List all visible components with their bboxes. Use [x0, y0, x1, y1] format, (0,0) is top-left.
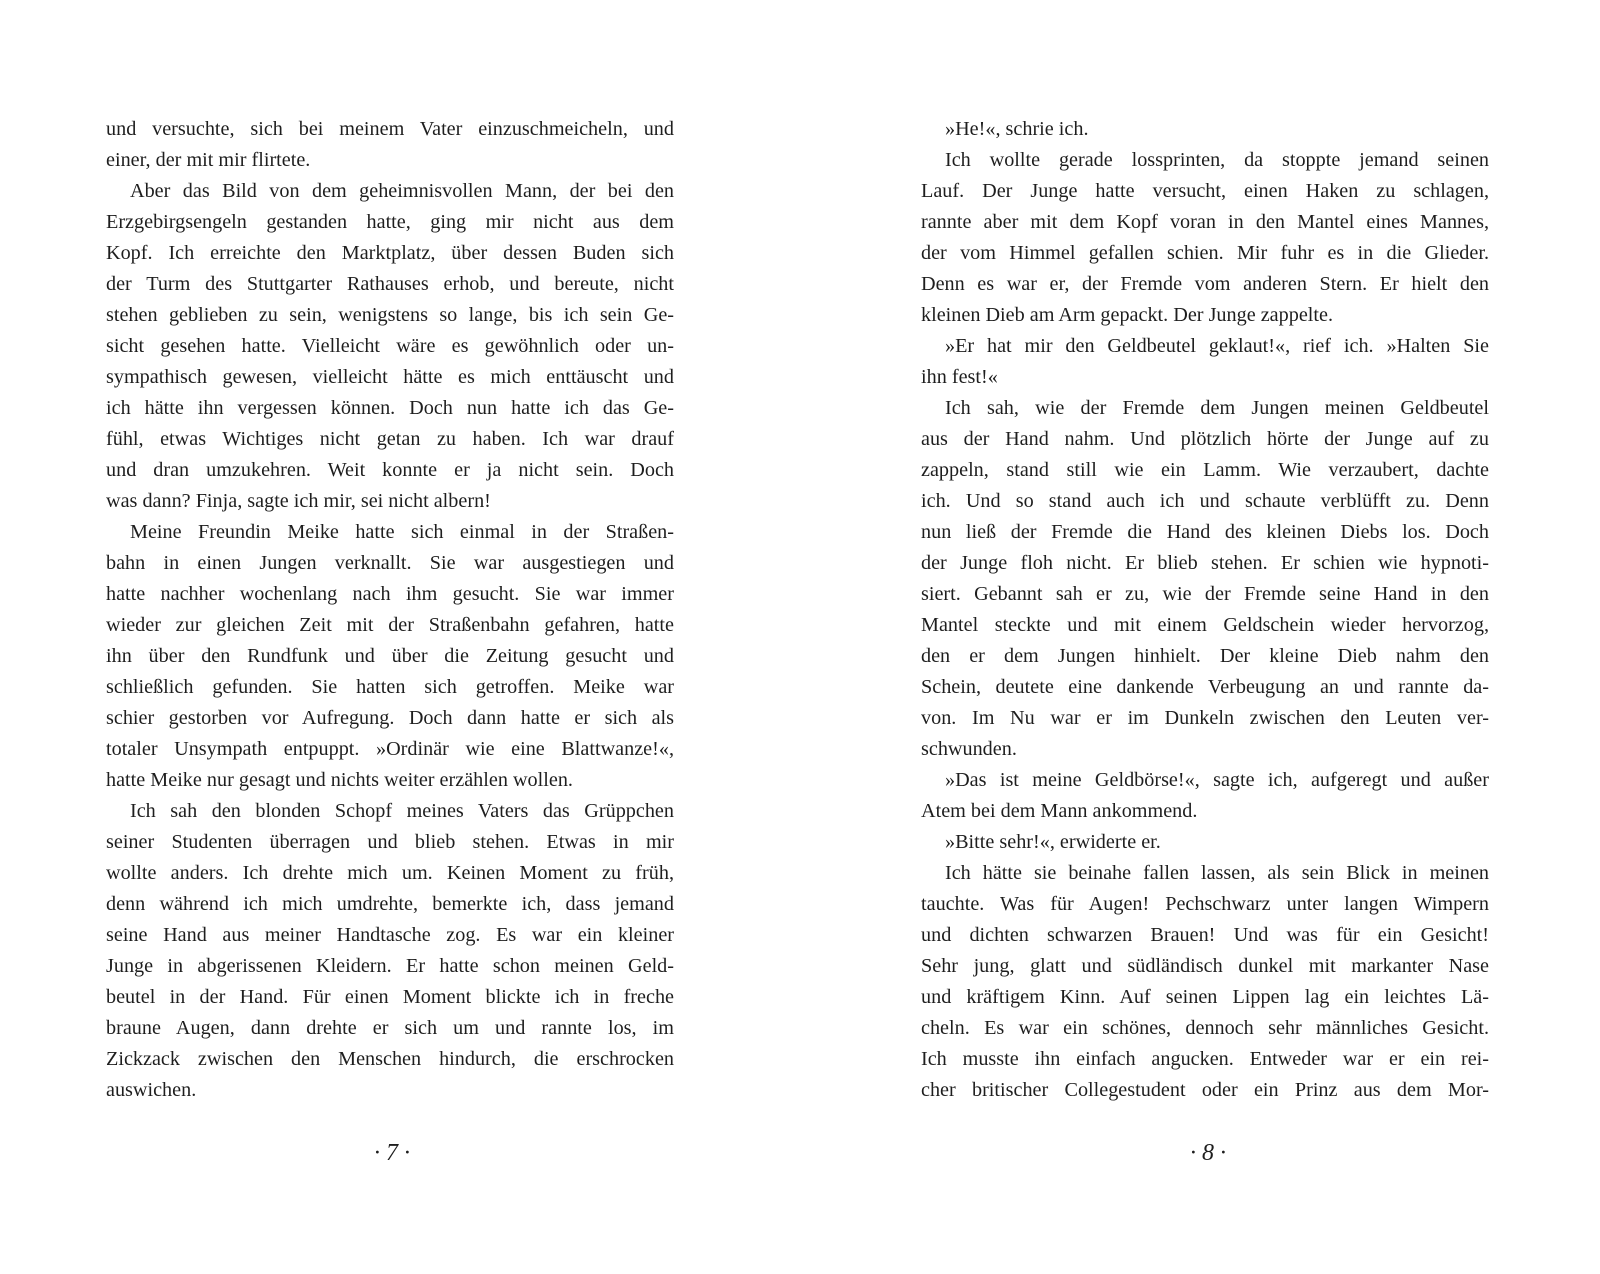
text-line: ich. Und so stand auch ich und schaute verblüfft zu. Denn: [921, 490, 1489, 512]
text-line: totaler Unsympath entpuppt. »Ordinär wie eine Blattwanze!«,: [106, 738, 674, 760]
text-line: Lauf. Der Junge hatte versucht, einen Haken zu schlagen,: [921, 180, 1489, 202]
text-line: »Das ist meine Geldbörse!«, sagte ich, aufgeregt und außer: [945, 769, 1489, 791]
right-page-number: · 8 ·: [1190, 1140, 1226, 1166]
text-line: von. Im Nu war er im Dunkeln zwischen den Leuten ver-: [921, 707, 1489, 729]
text-line: Zickzack zwischen den Menschen hindurch, die erschrocken: [106, 1048, 674, 1070]
text-line: stehen geblieben zu sein, wenigstens so lange, bis ich sein Ge-: [106, 304, 674, 326]
text-line: und versuchte, sich bei meinem Vater einzuschmeicheln, und: [106, 118, 674, 140]
text-line: Ich sah den blonden Schopf meines Vaters das Grüppchen: [130, 800, 674, 822]
text-line: bahn in einen Jungen verknallt. Sie war ausgestiegen und: [106, 552, 674, 574]
text-line: Meine Freundin Meike hatte sich einmal in der Straßen-: [130, 521, 674, 543]
text-line: ihn über den Rundfunk und über die Zeitung gesucht und: [106, 645, 674, 667]
text-line: und dran umzukehren. Weit konnte er ja nicht sein. Doch: [106, 459, 674, 481]
text-line: schließlich gefunden. Sie hatten sich getroffen. Meike war: [106, 676, 674, 698]
text-line: beutel in der Hand. Für einen Moment blickte ich in freche: [106, 986, 674, 1008]
text-line: der Junge floh nicht. Er blieb stehen. Er schien wie hypnoti-: [921, 552, 1489, 574]
text-line: seine Hand aus meiner Handtasche zog. Es war ein kleiner: [106, 924, 674, 946]
text-line: denn während ich mich umdrehte, bemerkte ich, dass jemand: [106, 893, 674, 915]
text-line: Denn es war er, der Fremde vom anderen Stern. Er hielt den: [921, 273, 1489, 295]
text-line: was dann? Finja, sagte ich mir, sei nicht albern!: [106, 490, 491, 512]
text-line: seiner Studenten überragen und blieb stehen. Etwas in mir: [106, 831, 674, 853]
text-line: aus der Hand nahm. Und plötzlich hörte der Junge auf zu: [921, 428, 1489, 450]
text-line: rannte aber mit dem Kopf voran in den Mantel eines Mannes,: [921, 211, 1489, 233]
text-line: Ich musste ihn einfach angucken. Entweder war er ein rei-: [921, 1048, 1489, 1070]
text-line: wieder zur gleichen Zeit mit der Straßenbahn gefahren, hatte: [106, 614, 674, 636]
text-line: ihn fest!«: [921, 366, 998, 388]
text-line: cheln. Es war ein schönes, dennoch sehr männliches Gesicht.: [921, 1017, 1489, 1039]
text-line: Mantel steckte und mit einem Geldschein wieder hervorzog,: [921, 614, 1489, 636]
text-line: wollte anders. Ich drehte mich um. Keinen Moment zu früh,: [106, 862, 674, 884]
text-line: »He!«, schrie ich.: [945, 118, 1089, 140]
text-line: nun ließ der Fremde die Hand des kleinen Diebs los. Doch: [921, 521, 1489, 543]
text-line: Ich wollte gerade lossprinten, da stoppte jemand seinen: [945, 149, 1489, 171]
right-page-text: [921, 114, 1489, 1106]
text-line: Erzgebirgsengeln gestanden hatte, ging mir nicht aus dem: [106, 211, 674, 233]
text-line: kleinen Dieb am Arm gepackt. Der Junge zappelte.: [921, 304, 1334, 326]
text-line: fühl, etwas Wichtiges nicht getan zu haben. Ich war drauf: [106, 428, 674, 450]
text-line: zappeln, stand still wie ein Lamm. Wie verzaubert, dachte: [921, 459, 1489, 481]
text-line: auswichen.: [106, 1079, 197, 1101]
text-line: Kopf. Ich erreichte den Marktplatz, über dessen Buden sich: [106, 242, 674, 264]
text-line: sympathisch gewesen, vielleicht hätte es mich enttäuscht und: [106, 366, 674, 388]
text-line: den er dem Jungen hinhielt. Der kleine Dieb nahm den: [921, 645, 1489, 667]
text-line: der Turm des Stuttgarter Rathauses erhob, und bereute, nicht: [106, 273, 674, 295]
text-line: »Er hat mir den Geldbeutel geklaut!«, rief ich. »Halten Sie: [945, 335, 1489, 357]
text-line: tauchte. Was für Augen! Pechschwarz unter langen Wimpern: [921, 893, 1489, 915]
text-line: Junge in abgerissenen Kleidern. Er hatte schon meinen Geld-: [106, 955, 674, 977]
text-line: braune Augen, dann drehte er sich um und rannte los, im: [106, 1017, 674, 1039]
text-line: und kräftigem Kinn. Auf seinen Lippen lag ein leichtes Lä-: [921, 986, 1489, 1008]
text-line: schier gestorben vor Aufregung. Doch dann hatte er sich als: [106, 707, 674, 729]
text-line: der vom Himmel gefallen schien. Mir fuhr es in die Glieder.: [921, 242, 1489, 264]
text-line: schwunden.: [921, 738, 1017, 760]
text-line: Schein, deutete eine dankende Verbeugung an und rannte da-: [921, 676, 1489, 698]
text-line: siert. Gebannt sah er zu, wie der Fremde seine Hand in den: [921, 583, 1489, 605]
text-line: hatte nachher wochenlang nach ihm gesucht. Sie war immer: [106, 583, 674, 605]
left-page-text: [106, 114, 674, 1106]
text-line: sicht gesehen hatte. Vielleicht wäre es gewöhnlich oder un-: [106, 335, 674, 357]
text-line: und dichten schwarzen Brauen! Und was für ein Gesicht!: [921, 924, 1489, 946]
text-line: »Bitte sehr!«, erwiderte er.: [945, 831, 1161, 853]
text-line: Ich sah, wie der Fremde dem Jungen meinen Geldbeutel: [945, 397, 1489, 419]
text-line: einer, der mit mir flirtete.: [106, 149, 311, 171]
text-line: Ich hätte sie beinahe fallen lassen, als sein Blick in meinen: [945, 862, 1489, 884]
text-line: hatte Meike nur gesagt und nichts weiter erzählen wollen.: [106, 769, 573, 791]
left-page-number: · 7 ·: [374, 1140, 410, 1166]
text-line: Aber das Bild von dem geheimnisvollen Mann, der bei den: [130, 180, 674, 202]
text-line: ich hätte ihn vergessen können. Doch nun hatte ich das Ge-: [106, 397, 674, 419]
text-line: Sehr jung, glatt und südländisch dunkel mit markanter Nase: [921, 955, 1489, 977]
text-line: cher britischer Collegestudent oder ein Prinz aus dem Mor-: [921, 1079, 1489, 1101]
text-line: Atem bei dem Mann ankommend.: [921, 800, 1198, 822]
